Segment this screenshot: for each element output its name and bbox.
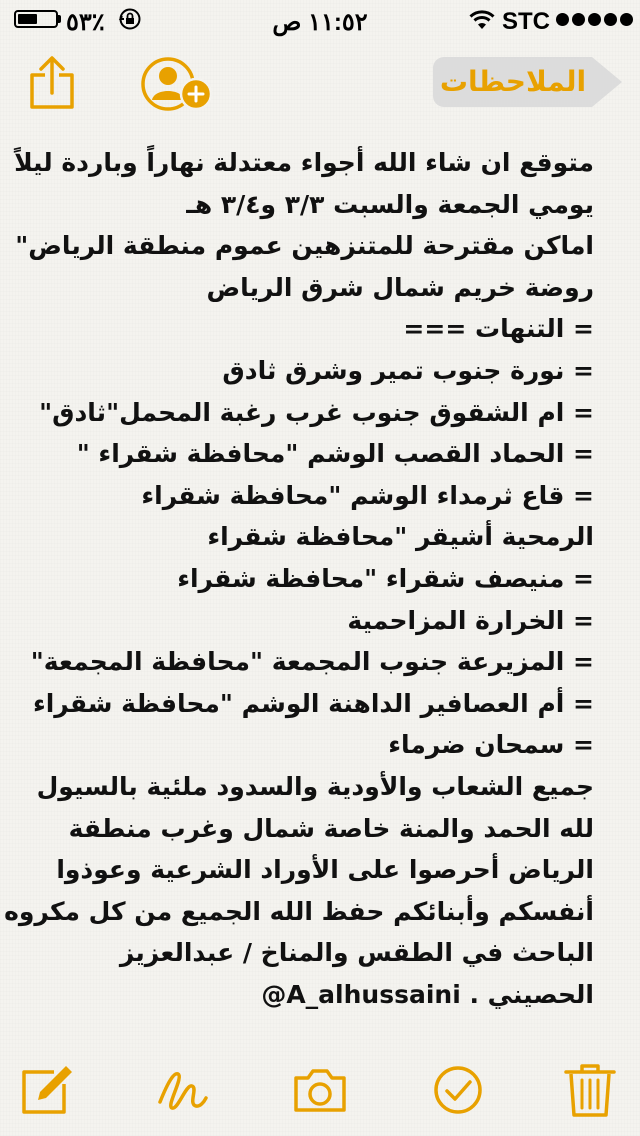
note-line: = التنهات === bbox=[403, 314, 594, 344]
note-line: روضة خريم شمال شرق الرياض bbox=[206, 272, 594, 302]
note-line: اماكن مقترحة للمتنزهين عموم منطقة الرياض" bbox=[15, 231, 594, 261]
note-line: الباحث في الطقس والمناخ / عبدالعزيز bbox=[119, 938, 594, 968]
camera-icon[interactable] bbox=[290, 1062, 350, 1118]
signal-dot bbox=[620, 13, 633, 26]
note-line: لله الحمد والمنة خاصة شمال وغرب منطقة bbox=[68, 813, 594, 843]
signal-dot bbox=[588, 13, 601, 26]
note-line: = أم العصافير الداهنة الوشم "محافظة شقراء bbox=[32, 688, 594, 718]
note-line: = المزيرعة جنوب المجمعة "محافظة المجمعة" bbox=[30, 647, 594, 677]
note-line: يومي الجمعة والسبت ٣/٣ و٣/٤ هـ bbox=[186, 189, 594, 219]
signal-dot bbox=[604, 13, 617, 26]
carrier-name: STC bbox=[502, 8, 550, 35]
compose-icon[interactable] bbox=[18, 1062, 78, 1118]
note-line: = نورة جنوب تمير وشرق ثادق bbox=[222, 355, 594, 385]
signal-dot bbox=[572, 13, 585, 26]
wifi-icon bbox=[468, 9, 496, 31]
back-button[interactable] bbox=[432, 56, 624, 108]
note-line: متوقع ان شاء الله أجواء معتدلة نهاراً وباردة ليلاً bbox=[14, 148, 594, 177]
status-bar bbox=[0, 0, 640, 40]
signal-strength-icon bbox=[556, 13, 633, 26]
note-line: = منيصف شقراء "محافظة شقراء bbox=[177, 563, 594, 593]
note-line: الحصيني . A_alhussaini@ bbox=[261, 979, 594, 1009]
note-line: = الحماد القصب الوشم "محافظة شقراء " bbox=[76, 439, 594, 469]
note-line: = سمحان ضرماء bbox=[388, 730, 594, 760]
share-icon[interactable] bbox=[28, 55, 76, 111]
signal-dot bbox=[556, 13, 569, 26]
battery-percent: ٥٣٪ bbox=[66, 9, 105, 36]
sketch-icon[interactable] bbox=[152, 1062, 212, 1118]
checklist-icon[interactable] bbox=[428, 1062, 488, 1118]
trash-icon[interactable] bbox=[560, 1062, 620, 1118]
note-line: = الخرارة المزاحمية bbox=[347, 605, 594, 635]
note-line: = قاع ثرمداء الوشم "محافظة شقراء bbox=[141, 480, 594, 510]
status-time: ١١:٥٢ ص bbox=[272, 9, 368, 36]
add-person-icon[interactable] bbox=[140, 56, 216, 112]
note-line: جميع الشعاب والأودية والسدود ملئية بالسيول bbox=[36, 771, 594, 801]
back-button-label: الملاحظات bbox=[439, 65, 587, 98]
note-line: أنفسكم وأبنائكم حفظ الله الجميع من كل مكروه bbox=[4, 896, 594, 926]
note-line: = ام الشقوق جنوب غرب رغبة المحمل"ثادق" bbox=[39, 397, 594, 427]
note-line: الرمحية أشيقر "محافظة شقراء bbox=[207, 522, 594, 552]
note-text-area[interactable] bbox=[4, 142, 594, 1015]
note-line: الرياض أحرصوا على الأوراد الشرعية وعوذوا bbox=[56, 855, 594, 885]
